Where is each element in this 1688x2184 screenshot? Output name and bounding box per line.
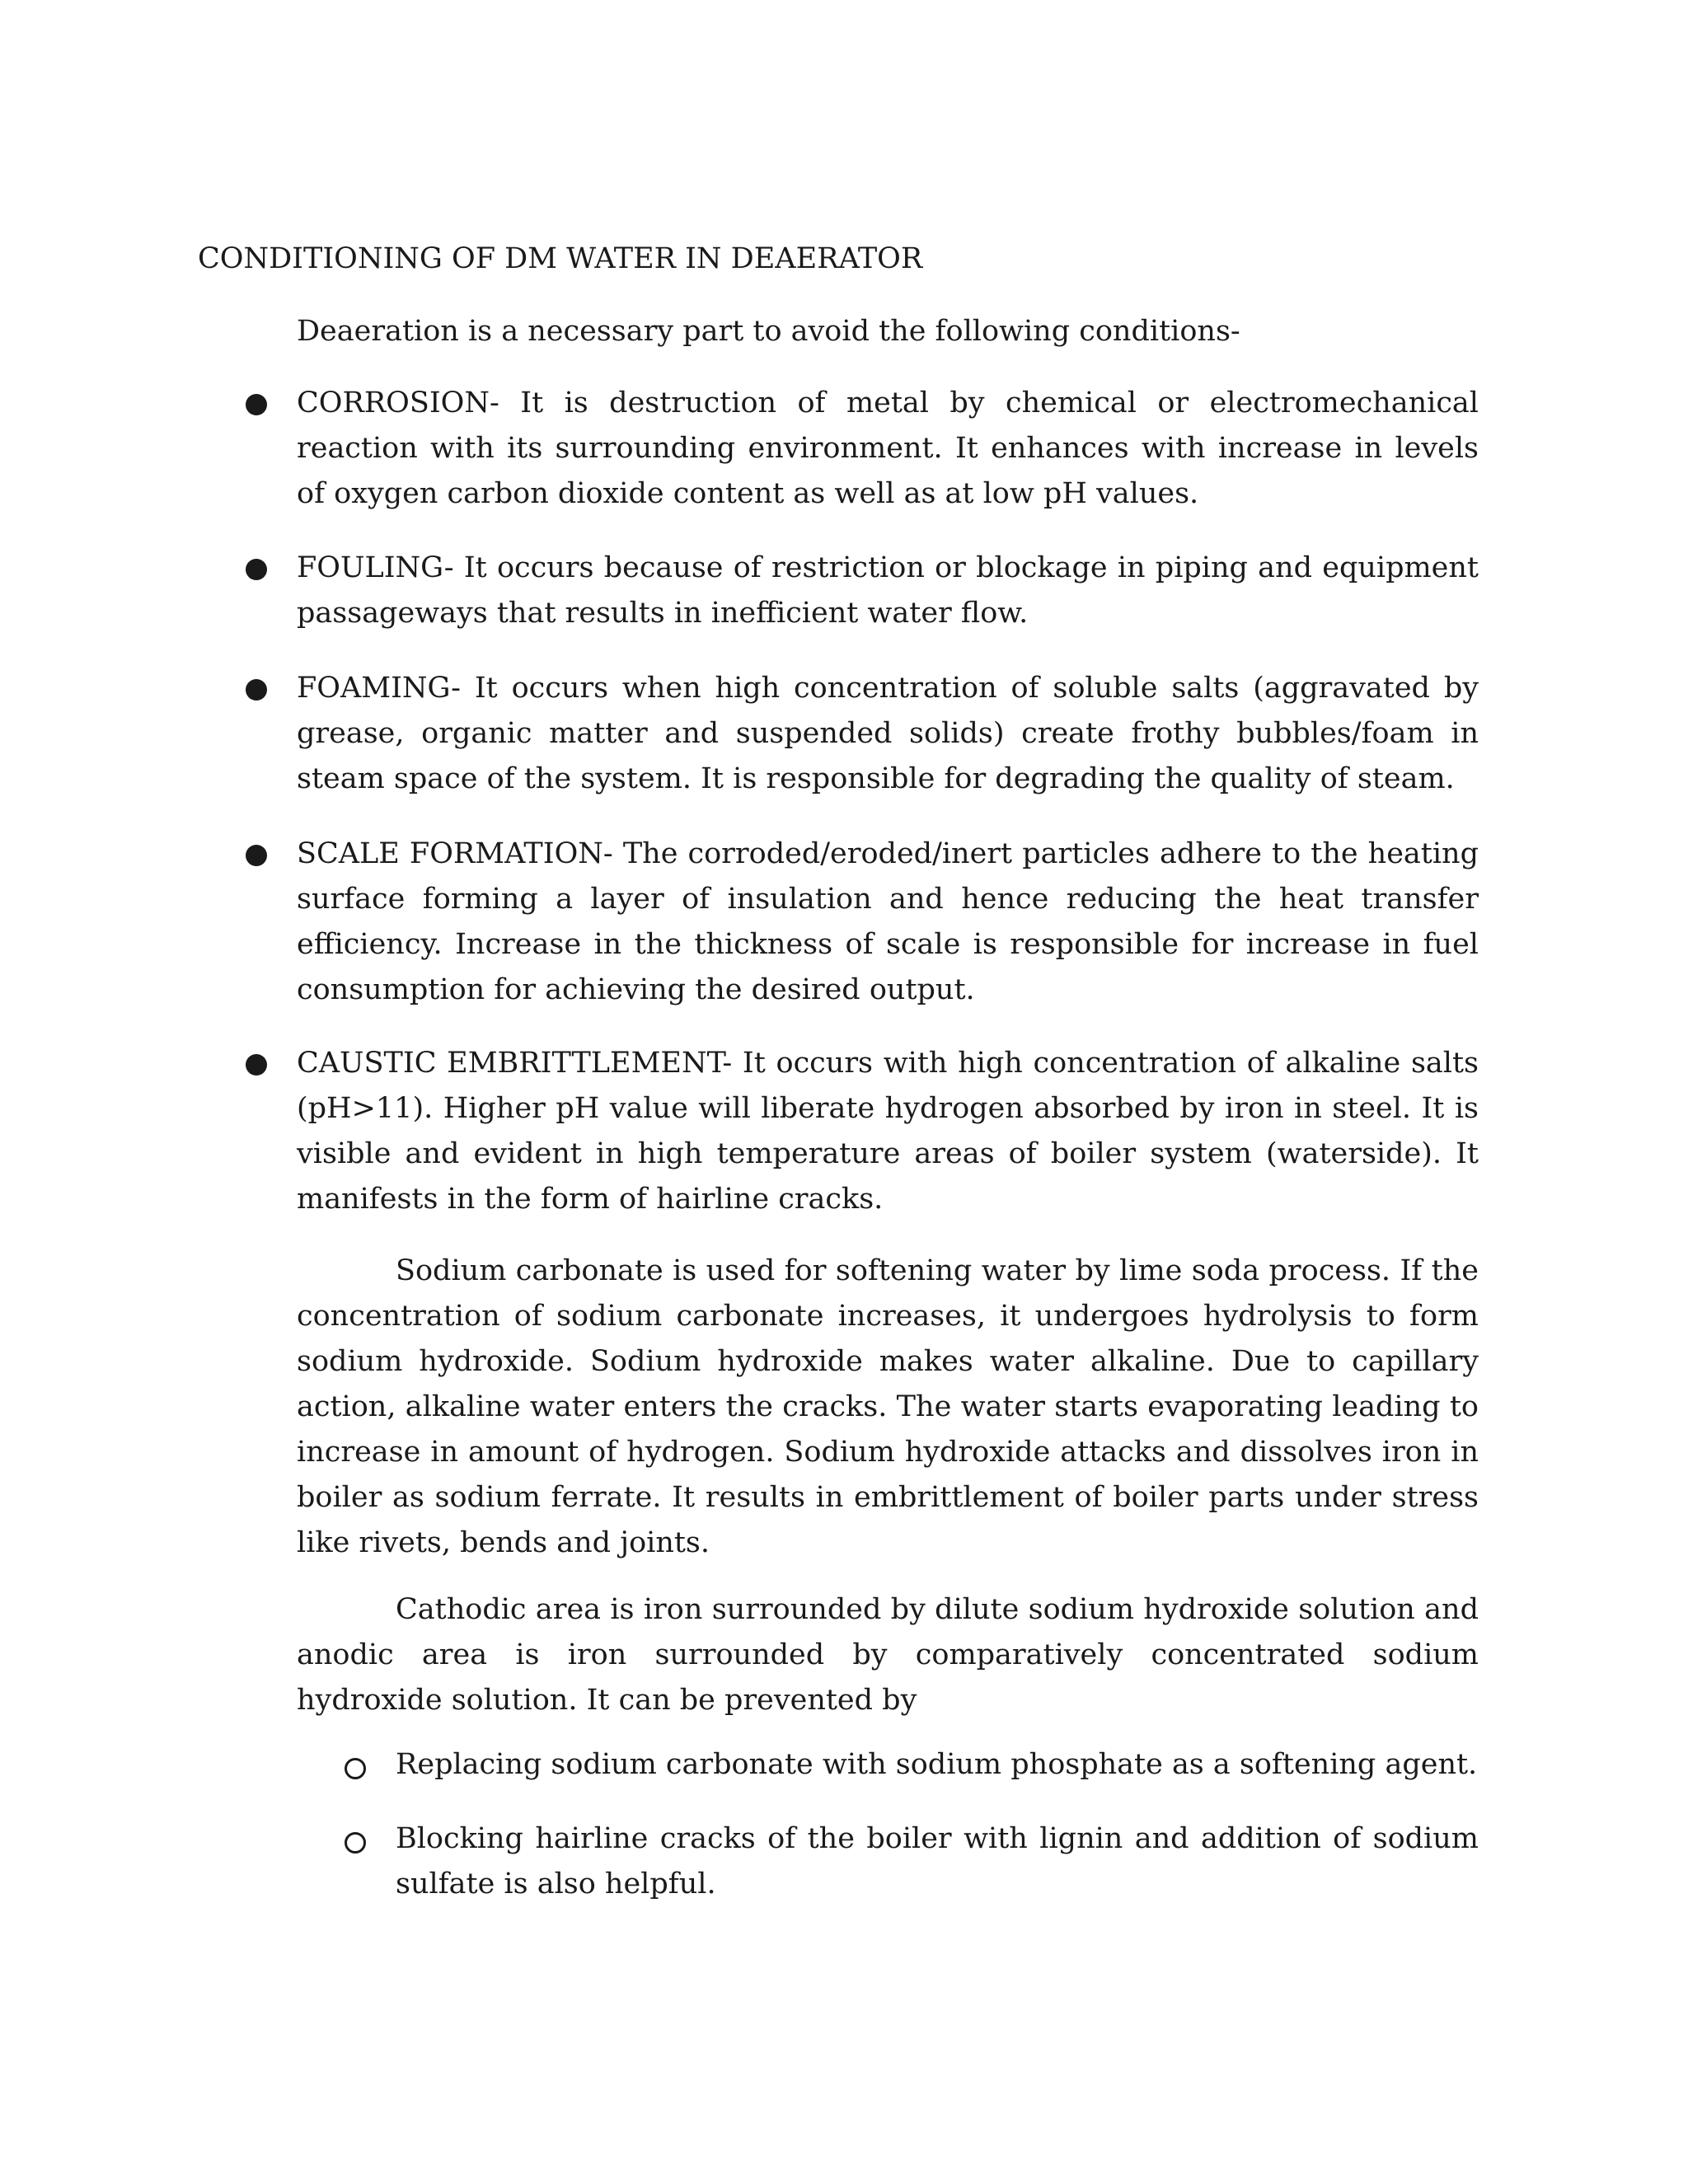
sub-bullet-marker xyxy=(345,1758,366,1779)
bullet-scale-formation: SCALE FORMATION- The corroded/eroded/inert particles adhere to the heating surface forming a layer of insulation and hence reducing the heat transfer efficiency. Increase in the thickness of scale is responsible for increase in fuel consumption for achieving the desired output. xyxy=(297,837,1479,1006)
sub-bullet-lignin: Blocking hairline cracks of the boiler with lignin and addition of sodium sulfate is also helpful. xyxy=(396,1822,1479,1900)
sub-bullet-marker xyxy=(345,1832,366,1854)
bullet-marker xyxy=(246,679,267,701)
bullet-corrosion: CORROSION- It is destruction of metal by chemical or electromechanical reaction with its surrounding environment. It enhances with increase in levels of oxygen carbon dioxide content as well as at low pH values. xyxy=(297,387,1479,510)
bullet-caustic-embrittlement: CAUSTIC EMBRITTLEMENT- It occurs with high concentration of alkaline salts (pH>11). Higher pH value will liberate hydrogen absorbed by iron in steel. It is visible and evident in high temperature areas of boiler system (waterside). It manifests in the form of hairline cracks. xyxy=(297,1047,1479,1216)
paragraph-sodium-carbonate: Sodium carbonate is used for softening water by lime soda process. If the concentration of sodium carbonate increases, it undergoes hydrolysis to form sodium hydroxide. Sodium hydroxide makes water alkaline. Due to capillary action, alkaline water enters the cracks. The water starts evaporating leading to increase in amount of hydrogen. Sodium hydroxide attacks and dissolves iron in boiler as sodium ferrate. It results in embrittlement of boiler parts under stress like rivets, bends and joints. xyxy=(297,1254,1479,1559)
sub-bullet-sodium-phosphate: Replacing sodium carbonate with sodium phosphate as a softening agent. xyxy=(396,1748,1478,1781)
bullet-marker xyxy=(246,394,267,415)
bullet-marker xyxy=(246,559,267,580)
bullet-fouling: FOULING- It occurs because of restriction or blockage in piping and equipment passageways that results in inefficient water flow. xyxy=(297,551,1479,630)
bullet-marker xyxy=(246,1054,267,1076)
intro-text: Deaeration is a necessary part to avoid the following conditions- xyxy=(297,315,1240,348)
document-title: CONDITIONING OF DM WATER IN DEAERATOR xyxy=(198,242,923,275)
paragraph-cathodic-area: Cathodic area is iron surrounded by dilute sodium hydroxide solution and anodic area is iron surrounded by comparatively concentrated sodium hydroxide solution. It can be prevented by xyxy=(297,1593,1479,1717)
bullet-marker xyxy=(246,845,267,866)
bullet-foaming: FOAMING- It occurs when high concentration of soluble salts (aggravated by grease, organic matter and suspended solids) create frothy bubbles/foam in steam space of the system. It is responsible for degrading the quality of steam. xyxy=(297,672,1479,795)
